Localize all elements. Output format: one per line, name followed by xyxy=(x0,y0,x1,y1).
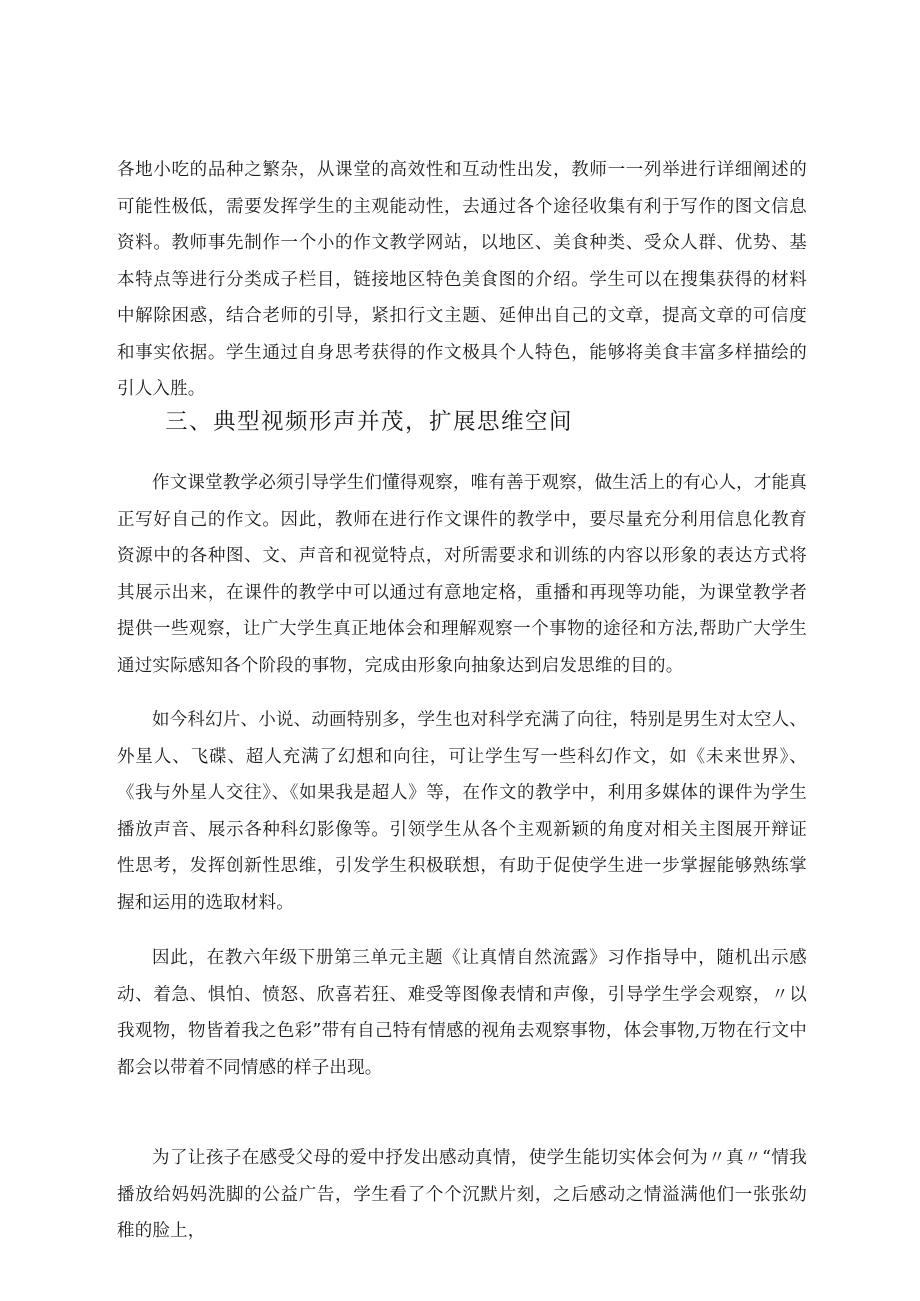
body-paragraph-food: 各地小吃的品种之繁杂，从课堂的高效性和互动性出发，教师一一列举进行详细阐述的可能性极低，需要发挥学生的主观能动性，去通过各个途径收集有利于写作的图文信息资料。教师事先制作一个小的作文教学网站，以地区、美食种类、受众人群、优势、基本特点等进行分类成子栏目，链接地区特色美食图的介绍。学生可以在搜集获得的材料中解除困惑，结合老师的引导，紧扣行文主题、延伸出自己的文章，提高文章的可信度和事实依据。学生通过自身思考获得的作文极具个人特色，能够将美食丰富多样描绘的引人入胜。 xyxy=(117,160,807,399)
body-paragraph-parents: 为了让孩子在感受父母的爱中抒发出感动真情，使学生能切实体会何为〃真〃“情我播放给妈妈洗脚的公益广告，学生看了个个沉默片刻，之后感动之情溢满他们一张张幼稚的脸上， xyxy=(117,1148,807,1241)
body-paragraph-scifi: 如今科幻片、小说、动画特别多，学生也对科学充满了向往，特别是男生对太空人、外星人、飞碟、超人充满了幻想和向往，可让学生写一些科幻作文，如《未来世界》、《我与外星人交往》、《如果我是超人》等，在作文的教学中，利用多媒体的课件为学生播放声音、展示各种科幻影像等。引领学生从各个主观新颖的角度对相关主图展开辩证性思考，发挥创新性思维，引发学生积极联想，有助于促使学生进一步掌握能够熟练掌握和运用的选取材料。 xyxy=(117,710,808,913)
body-paragraph-emotion: 因此，在教六年级下册第三单元主题《让真情自然流露》习作指导中，随机出示感动、着急、惧怕、愤怒、欣喜若狂、难受等图像表情和声像，引导学生学会观察，〃以我观物，物皆着我之色彩”带有自己特有情感的视角去观察事物，体会事物,万物在行文中都会以带着不同情感的样子出现。 xyxy=(117,948,807,1078)
body-paragraph-observation: 作文课堂教学必须引导学生们懂得观察，唯有善于观察，做生活上的有心人，才能真正写好自己的作文。因此，教师在进行作文课件的教学中，要尽量充分利用信息化教育资源中的各种图、文、声音和视觉特点，对所需要求和训练的内容以形象的表达方式将其展示出来，在课件的教学中可以通过有意地定格，重播和再现等功能，为课堂教学者提供一些观察，让广大学生真正地体会和理解观察一个事物的途径和方法,帮助广大学生通过实际感知各个阶段的事物，完成由形象向抽象达到启发思维的目的。 xyxy=(117,473,807,676)
section-heading: 三、典型视频形声并茂，扩展思维空间 xyxy=(165,409,574,435)
